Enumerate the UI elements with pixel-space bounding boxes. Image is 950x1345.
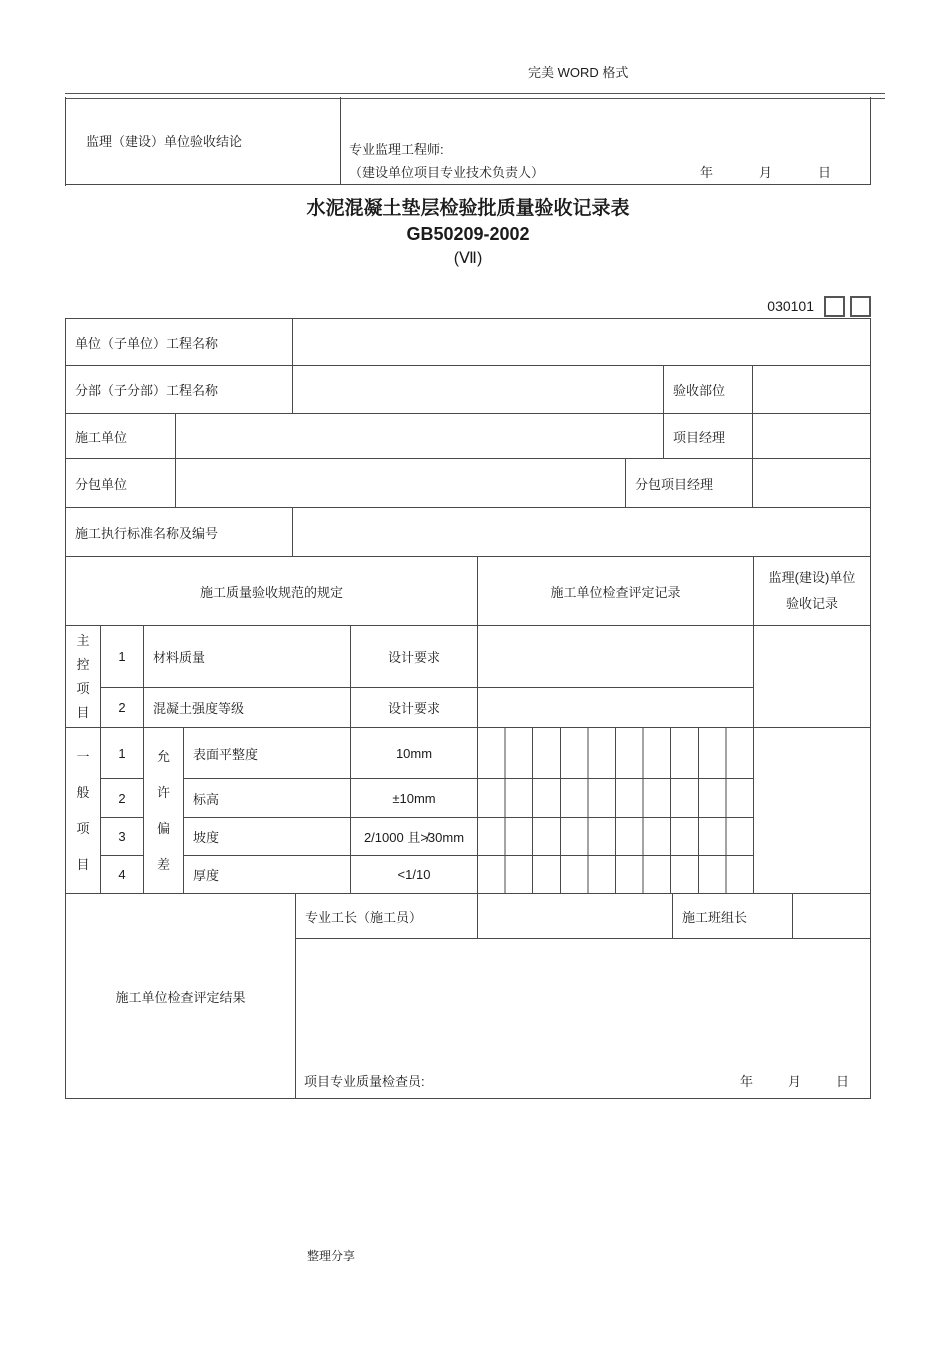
- conclusion-table: [65, 97, 871, 186]
- spec-header-right: 监理(建设)单位验收记录: [768, 570, 856, 611]
- tolerance-label: 允许偏差: [156, 748, 170, 872]
- header-note: 完美 WORD 格式: [528, 65, 629, 80]
- date-day-label: 日: [818, 165, 832, 180]
- tolerance-section-cell: [144, 728, 184, 894]
- spec-header-middle-cell: [478, 557, 754, 626]
- date-month-label: 月: [759, 165, 773, 180]
- foreman-value-cell: [478, 894, 673, 939]
- sub-pm-label-cell: [626, 459, 753, 508]
- sub-pm-value-cell: [753, 459, 871, 508]
- general-item-4-measure-grid: [478, 856, 754, 894]
- general-label: 一般项目: [76, 748, 90, 872]
- subcontractor-value-cell: [176, 459, 626, 508]
- supervisor-record-general-cell: [754, 728, 871, 894]
- sub-pm-label: 分包项目经理: [635, 476, 714, 492]
- unit-project-label-cell: [66, 319, 293, 366]
- constructor-label-cell: [66, 414, 176, 459]
- subsection-label: 分部（子分部）工程名称: [75, 383, 219, 398]
- general-item-1-no-cell: [101, 728, 144, 779]
- general-item-2-name: 标高: [193, 791, 220, 807]
- team-leader-label-cell: [673, 894, 793, 939]
- general-item-1-tolerance-cell: [351, 728, 478, 779]
- general-item-3-measure-grid: [478, 818, 754, 856]
- unit-project-value-cell: [293, 319, 871, 366]
- footer-note: 整理分享: [307, 1249, 356, 1263]
- inspector-date-year: 年: [740, 1074, 754, 1089]
- general-item-3-name-cell: [184, 818, 351, 856]
- title-block: [65, 196, 871, 270]
- subcontractor-label: 分包单位: [75, 476, 128, 492]
- standard-number: GB50209-2002: [406, 224, 530, 244]
- foreman-label: 专业工长（施工员）: [305, 909, 423, 925]
- general-item-2-no: 2: [118, 790, 126, 806]
- conclusion-label-cell: [66, 97, 341, 185]
- constructor-label: 施工单位: [75, 429, 128, 445]
- general-item-1-measure-grid: [478, 728, 754, 779]
- main-item-2-requirement-cell: [351, 688, 478, 728]
- form-code-row: [65, 294, 871, 318]
- main-control-label: 主控项目: [76, 632, 90, 720]
- main-item-2-no: 2: [118, 700, 126, 715]
- spec-header-middle: 施工单位检查评定记录: [550, 584, 681, 600]
- constructor-value-cell: [176, 414, 664, 459]
- main-item-1-no: 1: [118, 649, 126, 664]
- main-item-2-requirement: 设计要求: [387, 701, 440, 716]
- date-year-label: 年: [700, 165, 714, 180]
- general-item-4-tolerance: <1/10: [397, 867, 431, 882]
- foreman-label-cell: [296, 894, 478, 939]
- inspector-date-day: 日: [836, 1074, 850, 1089]
- acceptance-part-label-cell: [664, 366, 753, 414]
- general-item-1-no: 1: [118, 745, 126, 761]
- general-item-1-name-cell: [184, 728, 351, 779]
- project-manager-label: 项目经理: [673, 429, 726, 445]
- evaluation-result-label: 施工单位检查评定结果: [115, 989, 246, 1005]
- main-item-1-requirement: 设计要求: [387, 650, 440, 665]
- general-section-cell: [66, 728, 101, 894]
- general-item-1-tolerance: 10mm: [395, 745, 433, 761]
- main-item-2-name-cell: [144, 688, 351, 728]
- general-item-4-tolerance-cell: [351, 856, 478, 894]
- supervising-engineer-line: 专业监理工程师:: [349, 142, 444, 157]
- general-item-4-no-cell: [101, 856, 144, 894]
- team-leader-value-cell: [793, 894, 871, 939]
- main-item-1-name-cell: [144, 626, 351, 688]
- general-item-3-no-cell: [101, 818, 144, 856]
- inspector-date-month: 月: [788, 1074, 802, 1089]
- inspector-label: 项目专业质量检查员:: [304, 1074, 425, 1089]
- team-leader-label: 施工班组长: [682, 909, 748, 925]
- main-item-2-no-cell: [101, 688, 144, 728]
- main-item-1-record-cell: [478, 626, 754, 688]
- unit-project-label: 单位（子单位）工程名称: [75, 335, 219, 351]
- standard-label-cell: [66, 508, 293, 557]
- subsection-value-cell: [293, 366, 664, 414]
- conclusion-label: 监理（建设）单位验收结论: [86, 134, 243, 149]
- acceptance-part-value-cell: [753, 366, 871, 414]
- general-item-2-tolerance: ±10mm: [392, 790, 436, 806]
- document-title: 水泥混凝土垫层检验批质量验收记录表: [306, 198, 630, 219]
- acceptance-part-label: 验收部位: [673, 383, 726, 398]
- project-manager-label-cell: [664, 414, 753, 459]
- evaluation-result-cell: [66, 894, 296, 1099]
- checkbox-1: [824, 296, 845, 317]
- supervisor-record-main-cell: [754, 626, 871, 728]
- general-item-2-no-cell: [101, 779, 144, 818]
- general-item-3-name: 坡度: [193, 830, 220, 845]
- general-item-3-tolerance-cell: [351, 818, 478, 856]
- form-code: 030101: [767, 298, 814, 314]
- inspector-signature-cell: [296, 939, 871, 1099]
- main-control-section-cell: [66, 626, 101, 728]
- volume-number: (Ⅶ): [453, 250, 483, 267]
- subcontractor-label-cell: [66, 459, 176, 508]
- main-item-2-name: 混凝土强度等级: [153, 701, 245, 716]
- main-item-2-record-cell: [478, 688, 754, 728]
- main-item-1-name: 材料质量: [153, 650, 206, 665]
- general-item-4-name: 厚度: [193, 868, 220, 883]
- spec-header-left: 施工质量验收规范的规定: [199, 584, 343, 600]
- general-item-3-tolerance: 2/1000 且≯30mm: [363, 830, 465, 845]
- spec-header-right-cell: [754, 557, 871, 626]
- general-item-2-measure-grid: [478, 779, 754, 818]
- general-item-4-no: 4: [118, 867, 126, 882]
- execution-standard-label: 施工执行标准名称及编号: [75, 525, 219, 541]
- subsection-label-cell: [66, 366, 293, 414]
- spec-header-left-cell: [66, 557, 478, 626]
- general-item-2-tolerance-cell: [351, 779, 478, 818]
- checkbox-2: [850, 296, 871, 317]
- delegate-line: （建设单位项目专业技术负责人）: [349, 165, 545, 180]
- standard-value-cell: [293, 508, 871, 557]
- record-form-table: [65, 318, 871, 1099]
- conclusion-signature-cell: [341, 97, 871, 185]
- general-item-1-name: 表面平整度: [193, 746, 259, 762]
- general-item-2-name-cell: [184, 779, 351, 818]
- main-item-1-requirement-cell: [351, 626, 478, 688]
- general-item-4-name-cell: [184, 856, 351, 894]
- project-manager-value-cell: [753, 414, 871, 459]
- main-item-1-no-cell: [101, 626, 144, 688]
- general-item-3-no: 3: [118, 829, 126, 844]
